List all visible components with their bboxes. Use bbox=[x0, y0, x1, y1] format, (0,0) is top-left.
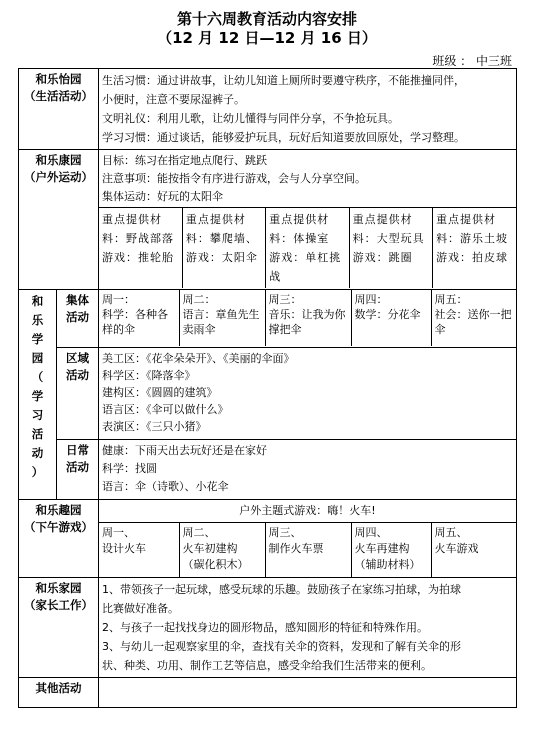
yiyuan-line: 生活习惯：通过讲故事，让幼儿知道上厕所时要遵守秩序，不能推撞同伴， bbox=[102, 74, 465, 87]
xueyuan-name-char: 活 bbox=[31, 427, 44, 441]
area-line: 建构区：《圆圆的建筑》 bbox=[102, 386, 218, 399]
class-label: 班级 ： 中三班 bbox=[432, 54, 512, 68]
group-day-name: 周二： bbox=[182, 293, 216, 306]
quyuan-day-note: （碳化积木） bbox=[182, 558, 249, 571]
kangyuan-day-material: 重点提供材料：野战部落 bbox=[102, 213, 174, 245]
kangyuan-day bbox=[433, 208, 516, 289]
section-kangyuan-label bbox=[19, 150, 99, 290]
kangyuan-day-game: 游戏：跳圈 bbox=[352, 251, 413, 264]
section-quyuan-label bbox=[19, 500, 99, 578]
kangyuan-day-material: 重点提供材料：体操室 bbox=[269, 213, 330, 245]
daily-line: 健康：下雨天出去玩好还是在家好 bbox=[102, 444, 267, 457]
xueyuan-group-label bbox=[57, 290, 99, 348]
section-jiayuan-content bbox=[99, 578, 517, 678]
group-day-content: 科学：各种各样的伞 bbox=[102, 308, 168, 336]
group-day-content: 音乐：让我为你撑把伞 bbox=[268, 308, 346, 336]
kangyuan-day-game: 游戏：单杠挑战 bbox=[269, 251, 342, 283]
xueyuan-name-char: 学 bbox=[31, 389, 44, 403]
jiayuan-line: 1、带领孩子一起玩球，感受玩球的乐趣。鼓励孩子在家练习拍球，为拍球 bbox=[102, 583, 461, 596]
xueyuan-daily-label bbox=[57, 440, 99, 500]
quyuan-day-activity: 火车游戏 bbox=[434, 542, 479, 555]
quyuan-day-note: （辅助材料） bbox=[354, 558, 421, 571]
quyuan-day bbox=[351, 523, 431, 577]
row-xueyuan-area bbox=[19, 348, 517, 440]
section-quyuan-name: 和乐趣园 bbox=[35, 503, 82, 517]
quyuan-day bbox=[265, 523, 351, 577]
area-line: 科学区：《降落伞》 bbox=[102, 369, 196, 382]
section-jiayuan-sub: （家长工作） bbox=[24, 598, 93, 612]
area-line: 语言区：《伞可以做什么》 bbox=[102, 403, 229, 416]
daily-line: 科学：找圆 bbox=[102, 462, 157, 475]
quyuan-day bbox=[179, 523, 265, 577]
xueyuan-name-char: 动 bbox=[31, 446, 44, 460]
section-yiyuan-label bbox=[19, 69, 99, 150]
section-quyuan-sub: （下午游戏） bbox=[24, 520, 93, 534]
group-day bbox=[351, 290, 431, 346]
doc-subtitle: （12 月 12 日—12 月 16 日） bbox=[157, 29, 377, 47]
jiayuan-line: 比赛做好准备。 bbox=[102, 602, 179, 615]
area-line: 美工区：《花伞朵朵开》、《美丽的伞面》 bbox=[102, 352, 295, 365]
xueyuan-area-label bbox=[57, 348, 99, 440]
yiyuan-line: 文明礼仪：利用儿歌，让幼儿懂得与同伴分享，不争抢玩具。 bbox=[102, 112, 399, 125]
kangyuan-day-game: 游戏：拍皮球 bbox=[436, 251, 509, 264]
group-day bbox=[431, 290, 517, 346]
quyuan-day-name: 周三、 bbox=[268, 526, 302, 539]
kangyuan-day-material: 重点提供材料：游乐土坡 bbox=[436, 213, 509, 245]
group-label-line: 集体 bbox=[66, 293, 89, 307]
xueyuan-name-char: ） bbox=[31, 465, 44, 479]
jiayuan-line: 状、种类、功用、制作工艺等信息，感受伞给我们生活带来的便利。 bbox=[102, 659, 432, 672]
group-day bbox=[265, 290, 351, 346]
kangyuan-day-material: 重点提供材料：大型玩具 bbox=[352, 213, 425, 245]
xueyuan-daily-content bbox=[99, 440, 517, 500]
group-day bbox=[99, 290, 179, 346]
kangyuan-day bbox=[266, 208, 349, 289]
row-kangyuan bbox=[19, 150, 517, 290]
xueyuan-name-char: 和 bbox=[31, 294, 44, 308]
quyuan-days bbox=[99, 523, 517, 577]
xueyuan-name-char: 习 bbox=[31, 408, 44, 422]
row-other bbox=[19, 678, 517, 708]
quyuan-day-name: 周四、 bbox=[354, 526, 388, 539]
group-day-name: 周五： bbox=[434, 293, 468, 306]
section-yiyuan-name: 和乐怡园 bbox=[35, 72, 82, 86]
jiayuan-line: 2、与孩子一起找找身边的圆形物品，感知圆形的特征和特殊作用。 bbox=[102, 621, 428, 634]
area-line: 表演区：《三只小猪》 bbox=[102, 420, 207, 433]
quyuan-day bbox=[99, 523, 179, 577]
section-kangyuan-sub: （户外运动） bbox=[24, 170, 93, 184]
group-day-name: 周一： bbox=[102, 293, 135, 306]
row-quyuan bbox=[19, 500, 517, 578]
group-day-content: 数学：分花伞 bbox=[354, 308, 421, 321]
section-other-label: 其他活动 bbox=[19, 678, 99, 708]
kangyuan-group: 集体运动：好玩的太阳伞 bbox=[102, 190, 223, 203]
row-yiyuan bbox=[19, 69, 517, 150]
row-jiayuan bbox=[19, 578, 517, 678]
section-quyuan-content bbox=[99, 500, 517, 578]
section-yiyuan-sub: （生活活动） bbox=[24, 89, 93, 103]
doc-title: 第十六周教育活动内容安排 bbox=[176, 10, 357, 28]
section-kangyuan-content bbox=[99, 150, 517, 290]
group-day-content: 社会：送你一把伞 bbox=[434, 308, 512, 336]
section-yiyuan-content bbox=[99, 69, 517, 150]
daily-label-line: 日常 bbox=[66, 443, 89, 457]
jiayuan-line: 3、与幼儿一起观察家里的伞，查找有关伞的资料，发现和了解有关伞的形 bbox=[102, 640, 461, 653]
daily-line: 语言：伞（诗歌）、小花伞 bbox=[102, 480, 229, 493]
schedule-table bbox=[18, 68, 517, 708]
row-xueyuan-daily bbox=[19, 440, 517, 500]
xueyuan-group-days bbox=[99, 290, 517, 346]
kangyuan-day bbox=[349, 208, 432, 289]
row-xueyuan-group bbox=[19, 290, 517, 348]
quyuan-theme: 户外主题式游戏：嗨！火车! bbox=[99, 500, 516, 523]
section-jiayuan-name: 和乐家园 bbox=[35, 581, 82, 595]
xueyuan-name-char: 学 bbox=[31, 332, 44, 346]
section-kangyuan-name: 和乐康园 bbox=[35, 153, 82, 167]
kangyuan-day-game: 游戏：推轮胎 bbox=[102, 251, 174, 264]
kangyuan-day bbox=[182, 208, 265, 289]
xueyuan-name-char: 乐 bbox=[31, 313, 44, 327]
section-other-content bbox=[99, 678, 517, 708]
xueyuan-group-content bbox=[99, 290, 517, 348]
quyuan-day-activity: 设计火车 bbox=[102, 542, 146, 555]
kangyuan-goal: 目标：练习在指定地点爬行、跳跃 bbox=[102, 154, 267, 167]
group-day-content: 语言：章鱼先生卖雨伞 bbox=[182, 308, 260, 336]
area-label-line: 活动 bbox=[66, 368, 89, 382]
quyuan-day-name: 周五、 bbox=[434, 526, 468, 539]
kangyuan-notice: 注意事项：能按指令有序进行游戏，会与人分享空间。 bbox=[102, 172, 366, 185]
xueyuan-name-char: 园 bbox=[31, 351, 44, 365]
kangyuan-day-game: 游戏：太阳伞 bbox=[185, 251, 258, 264]
quyuan-day-activity: 火车再建构 bbox=[354, 542, 410, 555]
kangyuan-days bbox=[99, 207, 516, 288]
section-jiayuan-label bbox=[19, 578, 99, 678]
xueyuan-name-char: （ bbox=[31, 370, 44, 384]
xueyuan-area-content bbox=[99, 348, 517, 440]
area-label-line: 区域 bbox=[66, 351, 89, 365]
group-day-name: 周四： bbox=[354, 293, 388, 306]
yiyuan-line: 学习习惯：通过谈话，能够爱护玩具，玩好后知道要放回原处，学习整理。 bbox=[102, 131, 465, 144]
quyuan-day-name: 周一、 bbox=[102, 526, 135, 539]
quyuan-day-activity: 制作火车票 bbox=[268, 542, 324, 555]
group-label-line: 活动 bbox=[66, 310, 89, 324]
group-day bbox=[179, 290, 265, 346]
section-xueyuan-label bbox=[19, 290, 57, 500]
kangyuan-day-material: 重点提供材料：攀爬墙、 bbox=[185, 213, 258, 245]
yiyuan-line: 小便时，注意不要尿湿裤子。 bbox=[102, 93, 245, 106]
kangyuan-day bbox=[99, 208, 182, 289]
group-day-name: 周三： bbox=[268, 293, 302, 306]
quyuan-day bbox=[431, 523, 517, 577]
quyuan-day-name: 周二、 bbox=[182, 526, 216, 539]
daily-label-line: 活动 bbox=[66, 460, 89, 474]
quyuan-day-activity: 火车初建构 bbox=[182, 542, 238, 555]
